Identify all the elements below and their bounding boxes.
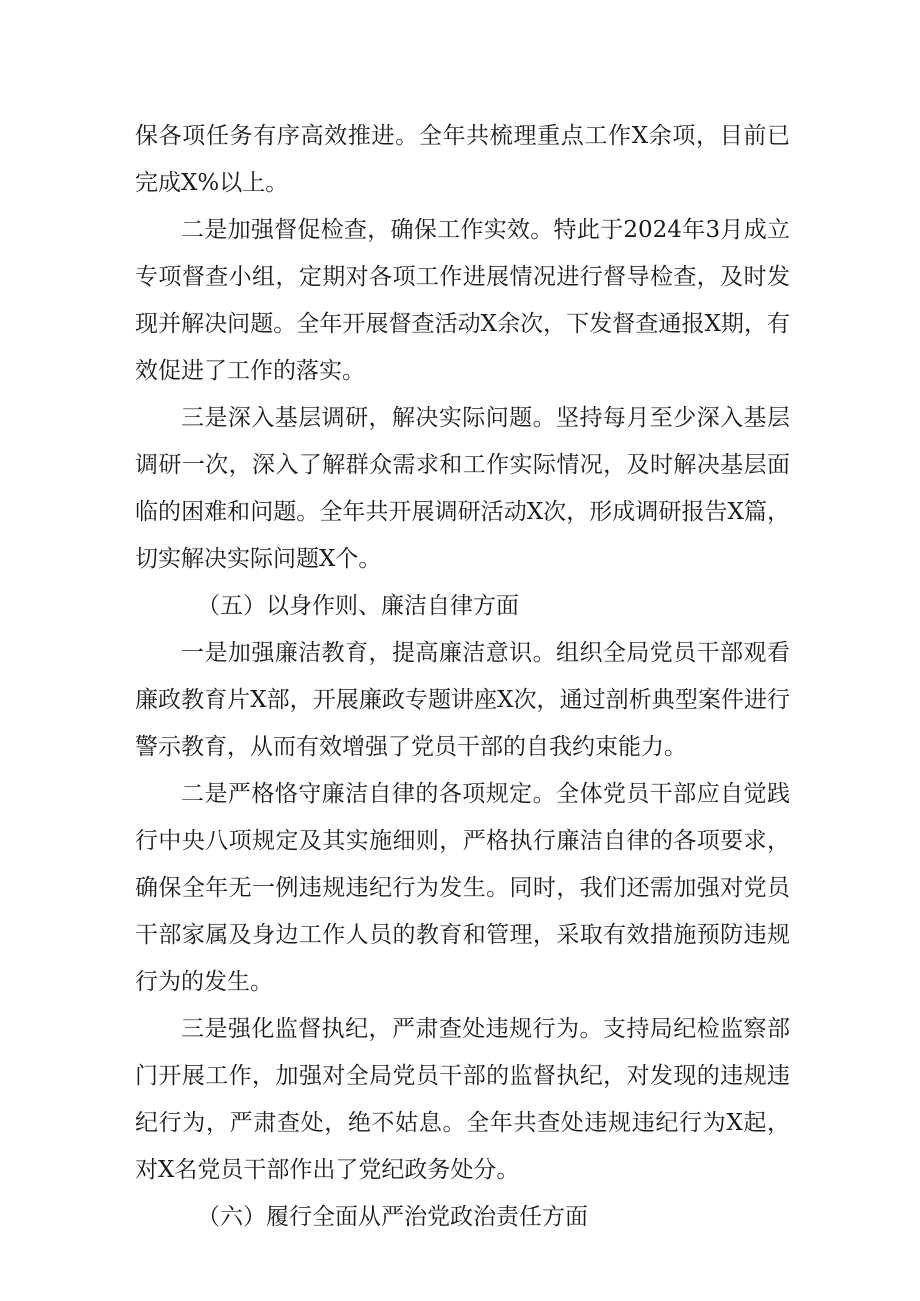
paragraph-integrity-rules: 二是严格恪守廉洁自律的各项规定。全体党员干部应自觉践行中央八项规定及其实施细则，严格执行廉洁自律的各项要求，确保全年无一例违规违纪行为发生。同时，我们还需加强对党员干部家属及身边工作人员的教育和管理，采取有效措施预防违规行为的发生。 — [135, 781, 790, 995]
section-heading-five: （五）以身作则、廉洁自律方面 — [197, 593, 519, 619]
paragraph-research: 三是深入基层调研，解决实际问题。坚持每月至少深入基层调研一次，深入了解群众需求和工作实际情况，及时解决基层面临的困难和问题。全年共开展调研活动X次，形成调研报告X篇，切实解决实际问题X个。 — [135, 405, 790, 572]
section-heading-six: （六）履行全面从严治党政治责任方面 — [197, 1204, 588, 1230]
paragraph-supervision: 二是加强督促检查，确保工作实效。特此于2024年3月成立专项督查小组，定期对各项工作进展情况进行督导检查，及时发现并解决问题。全年开展督查活动X余次，下发督查通报X期，有效促进了工作的落实。 — [135, 217, 790, 384]
paragraph-integrity-education: 一是加强廉洁教育，提高廉洁意识。组织全局党员干部观看廉政教育片X部，开展廉政专题讲座X次，通过剖析典型案件进行警示教育，从而有效增强了党员干部的自我约束能力。 — [135, 640, 790, 760]
paragraph-discipline: 三是强化监督执纪，严肃查处违规行为。支持局纪检监察部门开展工作，加强对全局党员干部的监督执纪，对发现的违规违纪行为，严肃查处，绝不姑息。全年共查处违规违纪行为X起，对X名党员干部作出了党纪政务处分。 — [135, 1016, 790, 1183]
paragraph-continuation: 保各项任务有序高效推进。全年共梳理重点工作X余项，目前已完成X%以上。 — [135, 123, 790, 196]
document-body — [135, 113, 790, 1241]
